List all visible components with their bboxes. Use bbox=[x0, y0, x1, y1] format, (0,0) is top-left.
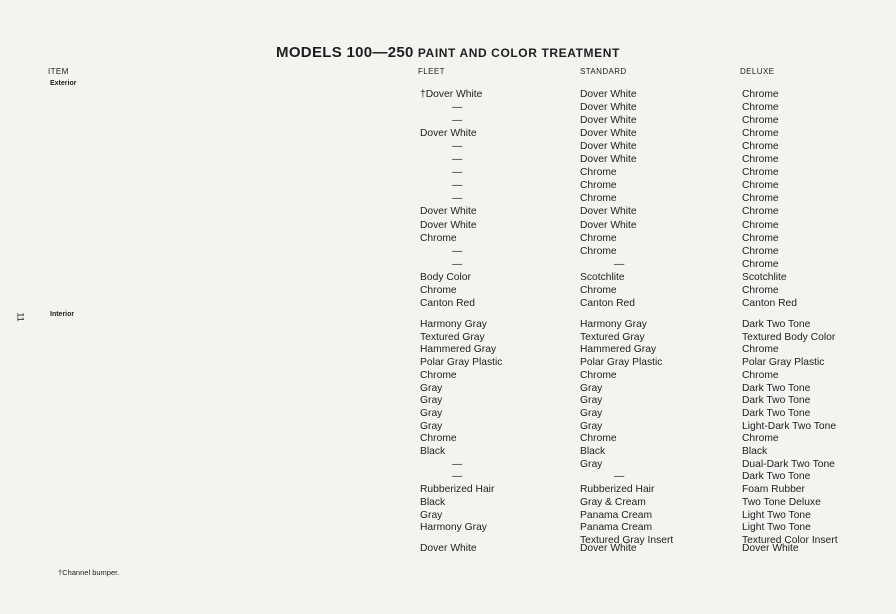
row-deluxe-value: Dark Two Tone bbox=[742, 382, 811, 394]
row-fleet-value: — bbox=[452, 154, 463, 166]
table-row bbox=[0, 432, 896, 445]
row-fleet-value: — bbox=[452, 193, 463, 205]
row-fleet-value: Rubberized Hair bbox=[420, 484, 495, 496]
row-deluxe-value: Chrome bbox=[742, 219, 779, 231]
section-label-interior: Interior bbox=[50, 311, 75, 318]
row-standard-value: Chrome bbox=[580, 167, 617, 179]
table-row bbox=[0, 166, 896, 179]
row-fleet-value: — bbox=[452, 458, 463, 470]
row-standard-value: Dover White bbox=[580, 154, 637, 166]
row-standard-value: — bbox=[614, 258, 625, 270]
table-row bbox=[0, 232, 896, 245]
table-row bbox=[0, 483, 896, 496]
table-row bbox=[0, 258, 896, 271]
row-deluxe-value: Dark Two Tone bbox=[742, 471, 811, 483]
table-row bbox=[0, 496, 896, 509]
row-standard-value: Gray & Cream bbox=[580, 496, 646, 508]
row-fleet-value: Dover White bbox=[420, 543, 477, 554]
table-row bbox=[0, 509, 896, 522]
table-row bbox=[0, 331, 896, 344]
table-row bbox=[0, 521, 896, 534]
table-row bbox=[0, 343, 896, 356]
table-row bbox=[0, 271, 896, 284]
row-fleet-value: Hammered Gray bbox=[420, 344, 497, 356]
row-standard-value: Gray bbox=[580, 382, 603, 394]
row-fleet-value: Dover White bbox=[420, 219, 477, 231]
row-standard-value: Gray bbox=[580, 395, 603, 407]
column-header-fleet: FLEET bbox=[418, 67, 445, 76]
row-deluxe-value: Chrome bbox=[742, 284, 779, 296]
row-deluxe-value: Dual-Dark Two Tone bbox=[742, 458, 835, 470]
table-row bbox=[0, 445, 896, 458]
row-deluxe-value: Dark Two Tone bbox=[742, 407, 811, 419]
table-row bbox=[0, 205, 896, 218]
row-fleet-value: †Dover White bbox=[420, 89, 483, 100]
row-deluxe-value: Foam Rubber bbox=[742, 484, 805, 496]
row-standard-value: Dover White bbox=[580, 128, 637, 140]
table-row bbox=[0, 245, 896, 258]
page-number: 11 bbox=[15, 312, 26, 322]
table-row bbox=[0, 127, 896, 140]
row-deluxe-value: Chrome bbox=[742, 433, 779, 445]
row-standard-value: Dover White bbox=[580, 543, 637, 554]
row-standard-value: Panama Cream bbox=[580, 509, 653, 521]
row-fleet-value: Polar Gray Plastic bbox=[420, 357, 503, 369]
row-standard-value: Dover White bbox=[580, 115, 637, 127]
row-deluxe-value: Dover White bbox=[742, 543, 799, 554]
row-fleet-value: — bbox=[452, 258, 463, 270]
row-fleet-value: Black bbox=[420, 496, 446, 508]
table-row bbox=[0, 192, 896, 205]
page-title bbox=[0, 44, 896, 61]
row-fleet-value: Harmony Gray bbox=[420, 522, 487, 534]
row-standard-value: Chrome bbox=[580, 433, 617, 445]
row-standard-value: Hammered Gray bbox=[580, 344, 657, 356]
row-fleet-value: — bbox=[452, 141, 463, 153]
row-standard-value: Harmony Gray bbox=[580, 319, 647, 330]
row-standard-value: Gray bbox=[580, 420, 603, 432]
row-standard-value: Dover White bbox=[580, 102, 637, 114]
row-deluxe-value: Chrome bbox=[742, 102, 779, 114]
row-deluxe-value: Light Two Tone bbox=[742, 522, 811, 534]
row-deluxe-value: Black bbox=[742, 446, 768, 457]
row-standard-value: Black bbox=[580, 446, 606, 457]
row-standard-value: Panama Cream bbox=[580, 522, 653, 534]
footnote: †Channel bumper. bbox=[58, 568, 120, 577]
row-deluxe-value: Chrome bbox=[742, 245, 779, 257]
row-fleet-value: — bbox=[452, 471, 463, 483]
row-deluxe-value: Dark Two Tone bbox=[742, 319, 811, 330]
title-models: MODELS 100—250 bbox=[276, 44, 414, 61]
row-standard-value: Chrome bbox=[580, 369, 617, 381]
row-deluxe-value: Scotchlite bbox=[742, 271, 787, 283]
row-fleet-value: Dover White bbox=[420, 128, 477, 140]
row-standard-value: Textured Gray Insert bbox=[580, 534, 674, 546]
row-fleet-value: — bbox=[452, 180, 463, 192]
row-deluxe-value: Light Two Tone bbox=[742, 509, 811, 521]
table-row bbox=[0, 179, 896, 192]
row-standard-value: Dover White bbox=[580, 219, 637, 231]
row-fleet-value: Chrome bbox=[420, 284, 457, 296]
row-fleet-value: Gray bbox=[420, 395, 443, 407]
row-standard-value: Dover White bbox=[580, 141, 637, 153]
row-fleet-value: Black bbox=[420, 446, 446, 457]
row-deluxe-value: Chrome bbox=[742, 141, 779, 153]
row-fleet-value: Textured Gray bbox=[420, 331, 485, 343]
row-fleet-value: — bbox=[452, 102, 463, 114]
row-standard-value: Chrome bbox=[580, 232, 617, 244]
row-fleet-value: Harmony Gray bbox=[420, 319, 487, 330]
table-row bbox=[0, 318, 896, 331]
table-row bbox=[0, 140, 896, 153]
table-row bbox=[0, 219, 896, 232]
table-row bbox=[0, 114, 896, 127]
row-standard-value: Textured Gray bbox=[580, 331, 645, 343]
row-standard-value: — bbox=[614, 471, 625, 483]
row-deluxe-value: Textured Body Color bbox=[742, 331, 836, 343]
row-standard-value: Canton Red bbox=[580, 297, 635, 309]
table-row bbox=[0, 101, 896, 114]
row-deluxe-value: Chrome bbox=[742, 369, 779, 381]
title-paint: PAINT AND COLOR TREATMENT bbox=[417, 46, 620, 60]
section-label-exterior: Exterior bbox=[50, 80, 77, 87]
row-fleet-value: Body Color bbox=[420, 271, 471, 283]
row-deluxe-value: Chrome bbox=[742, 89, 779, 100]
table-row bbox=[0, 297, 896, 310]
table-row bbox=[0, 382, 896, 395]
table-row bbox=[0, 458, 896, 471]
row-standard-value: Dover White bbox=[580, 206, 637, 218]
row-fleet-value: Gray bbox=[420, 509, 443, 521]
table-row bbox=[0, 407, 896, 420]
column-header-standard: STANDARD bbox=[580, 67, 627, 76]
column-header-deluxe: DELUXE bbox=[740, 67, 775, 76]
row-standard-value: Gray bbox=[580, 407, 603, 419]
row-fleet-value: — bbox=[452, 245, 463, 257]
row-deluxe-value: Textured Color Insert bbox=[742, 534, 838, 546]
row-standard-value: Polar Gray Plastic bbox=[580, 357, 663, 369]
row-deluxe-value: Chrome bbox=[742, 258, 779, 270]
table-row bbox=[0, 88, 896, 101]
row-deluxe-value: Chrome bbox=[742, 128, 779, 140]
table-row bbox=[0, 284, 896, 297]
table-row bbox=[0, 153, 896, 166]
row-deluxe-value: Chrome bbox=[742, 206, 779, 218]
row-fleet-value: — bbox=[452, 167, 463, 179]
row-fleet-value: Chrome bbox=[420, 433, 457, 445]
table-row bbox=[0, 420, 896, 433]
row-deluxe-value: Two Tone Deluxe bbox=[742, 496, 821, 508]
row-deluxe-value: Dark Two Tone bbox=[742, 395, 811, 407]
row-deluxe-value: Light-Dark Two Tone bbox=[742, 420, 837, 432]
row-standard-value: Chrome bbox=[580, 284, 617, 296]
row-deluxe-value: Chrome bbox=[742, 167, 779, 179]
table-row bbox=[0, 394, 896, 407]
row-standard-value: Chrome bbox=[580, 180, 617, 192]
row-fleet-value: — bbox=[452, 115, 463, 127]
row-deluxe-value: Chrome bbox=[742, 344, 779, 356]
row-deluxe-value: Chrome bbox=[742, 115, 779, 127]
column-header-item: ITEM bbox=[48, 67, 69, 76]
table-row bbox=[0, 369, 896, 382]
table-row bbox=[0, 356, 896, 369]
row-standard-value: Dover White bbox=[580, 89, 637, 100]
row-fleet-value: Canton Red bbox=[420, 297, 475, 309]
row-fleet-value: Dover White bbox=[420, 206, 477, 218]
row-fleet-value: Chrome bbox=[420, 369, 457, 381]
row-standard-value: Chrome bbox=[580, 245, 617, 257]
table-row bbox=[0, 470, 896, 483]
row-deluxe-value: Canton Red bbox=[742, 297, 797, 309]
row-deluxe-value: Chrome bbox=[742, 180, 779, 192]
row-deluxe-value: Chrome bbox=[742, 232, 779, 244]
row-fleet-value: Chrome bbox=[420, 232, 457, 244]
table-row bbox=[0, 542, 896, 555]
row-fleet-value: Gray bbox=[420, 407, 443, 419]
row-standard-value: Rubberized Hair bbox=[580, 484, 655, 496]
row-deluxe-value: Polar Gray Plastic bbox=[742, 357, 825, 369]
row-standard-value: Chrome bbox=[580, 193, 617, 205]
row-deluxe-value: Chrome bbox=[742, 154, 779, 166]
row-standard-value: Gray bbox=[580, 458, 603, 470]
row-standard-value: Scotchlite bbox=[580, 271, 625, 283]
row-fleet-value: Gray bbox=[420, 382, 443, 394]
row-fleet-value: Gray bbox=[420, 420, 443, 432]
row-deluxe-value: Chrome bbox=[742, 193, 779, 205]
